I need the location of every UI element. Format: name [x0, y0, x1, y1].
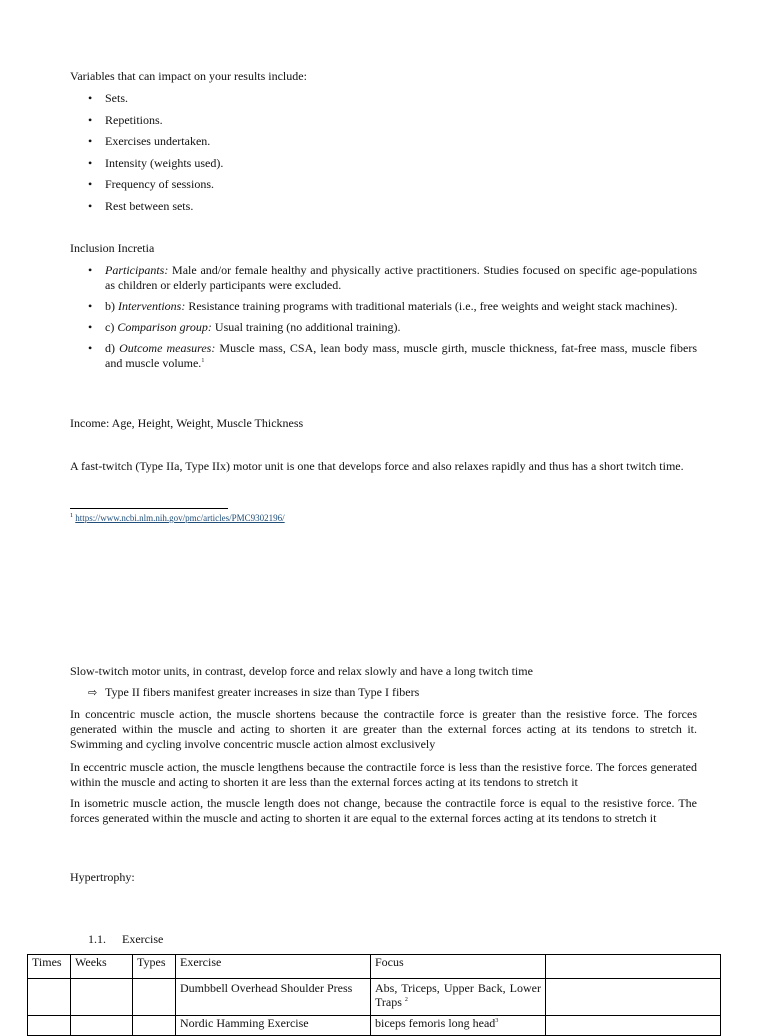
focus-cell: Abs, Triceps, Upper Back, Lower Traps $^2$ — [371, 979, 546, 1016]
footnote-link[interactable]: https://www.ncbi.nlm.nih.gov/pmc/articles/PMC9302196/ — [75, 513, 285, 523]
bullet-icon: • — [88, 263, 93, 277]
header-blank — [546, 955, 721, 979]
bullet-icon: • — [88, 299, 93, 313]
arrow-right-icon: ⇨ — [88, 686, 98, 699]
exercise-cell: Nordic Hamming Exercise — [176, 1016, 371, 1036]
hypertrophy-heading: Hypertrophy: — [70, 870, 135, 884]
isometric-paragraph: In isometric muscle action, the muscle length does not change, because the contractile force is equal to the resistive force. The forces generated within the muscle and acting to shorten it are equal to the external forces acting at its tendons to stretch it — [70, 796, 697, 825]
exercise-cell: Dumbbell Overhead Shoulder Press — [176, 979, 371, 1016]
header-weeks: Weeks — [71, 955, 133, 979]
inclusion-list — [70, 263, 697, 371]
bullet-icon: • — [88, 320, 93, 334]
header-types: Types — [133, 955, 176, 979]
footnote-divider — [70, 508, 228, 509]
fast-twitch-paragraph: A fast-twitch (Type IIa, Type IIx) motor unit is one that develops force and also relaxes rapidly and thus has a short twitch time. — [70, 459, 684, 473]
slow-twitch-paragraph: Slow-twitch motor units, in contrast, develop force and relax slowly and have a long twitch time — [70, 664, 533, 678]
list-item: • b) Interventions: Resistance training programs with traditional materials (i.e., free weights and weight stack machines). — [88, 299, 678, 313]
bullet-icon: • — [88, 155, 93, 170]
bullet-icon: • — [88, 177, 93, 191]
bullet-icon: • — [88, 134, 93, 148]
variables-list — [70, 91, 697, 220]
list-item: • d) Outcome measures: Muscle mass, CSA, lean body mass, muscle girth, muscle thickness, fat-free mass, muscle fibers and muscle volume.$^1$ — [88, 341, 697, 370]
bullet-icon: • — [88, 341, 93, 355]
inclusion-heading: Inclusion Incretia — [70, 241, 155, 255]
focus-cell: biceps femoris long head$^3$ — [371, 1016, 546, 1036]
arrow-item: ⇨ Type II fibers manifest greater increases in size than Type I fibers — [88, 685, 420, 699]
list-item: • Rest between sets. — [88, 198, 194, 213]
income-line: Income: Age, Height, Weight, Muscle Thickness — [70, 416, 304, 430]
footnote: $^1$ https://www.ncbi.nlm.nih.gov/pmc/articles/PMC9302196/ — [70, 513, 285, 523]
list-item: • Intensity (weights used). — [88, 155, 224, 170]
bullet-icon: • — [88, 91, 93, 105]
header-exercise: Exercise — [176, 955, 371, 979]
list-item: • Sets. — [88, 91, 129, 105]
table-header-row — [28, 955, 721, 979]
list-item: • Repetitions. — [88, 112, 163, 127]
list-item: • Participants: Male and/or female healthy and physically active practitioners. Studies focused on specific age-populations as children or elderly participants were excluded. — [88, 263, 697, 292]
table-row — [28, 979, 721, 1016]
bullet-icon: • — [88, 198, 93, 213]
exercise-section-heading: 1.1. Exercise — [88, 932, 164, 946]
header-focus: Focus — [371, 955, 546, 979]
bullet-icon: • — [88, 112, 93, 127]
concentric-paragraph: In concentric muscle action, the muscle shortens because the contractile force is greater than the resistive force. The forces generated within the muscle and acting to shorten it are greater than the external forces acting at its tendons to stretch it. Swimming and cycling involve concentric muscle action almost exclusively — [70, 707, 697, 751]
table-row — [28, 1016, 721, 1036]
list-item: • c) Comparison group: Usual training (no additional training). — [88, 320, 401, 334]
list-item: • Exercises undertaken. — [88, 134, 211, 148]
eccentric-paragraph: In eccentric muscle action, the muscle lengthens because the contractile force is less than the resistive force. The forces generated within the muscle and acting to shorten it are less than the external forces acting at its tendons to stretch it — [70, 760, 697, 789]
header-times: Times — [28, 955, 71, 979]
variables-intro: Variables that can impact on your results include: — [70, 69, 307, 83]
footnote-ref: 1 — [201, 358, 205, 364]
list-item: • Frequency of sessions. — [88, 177, 214, 191]
